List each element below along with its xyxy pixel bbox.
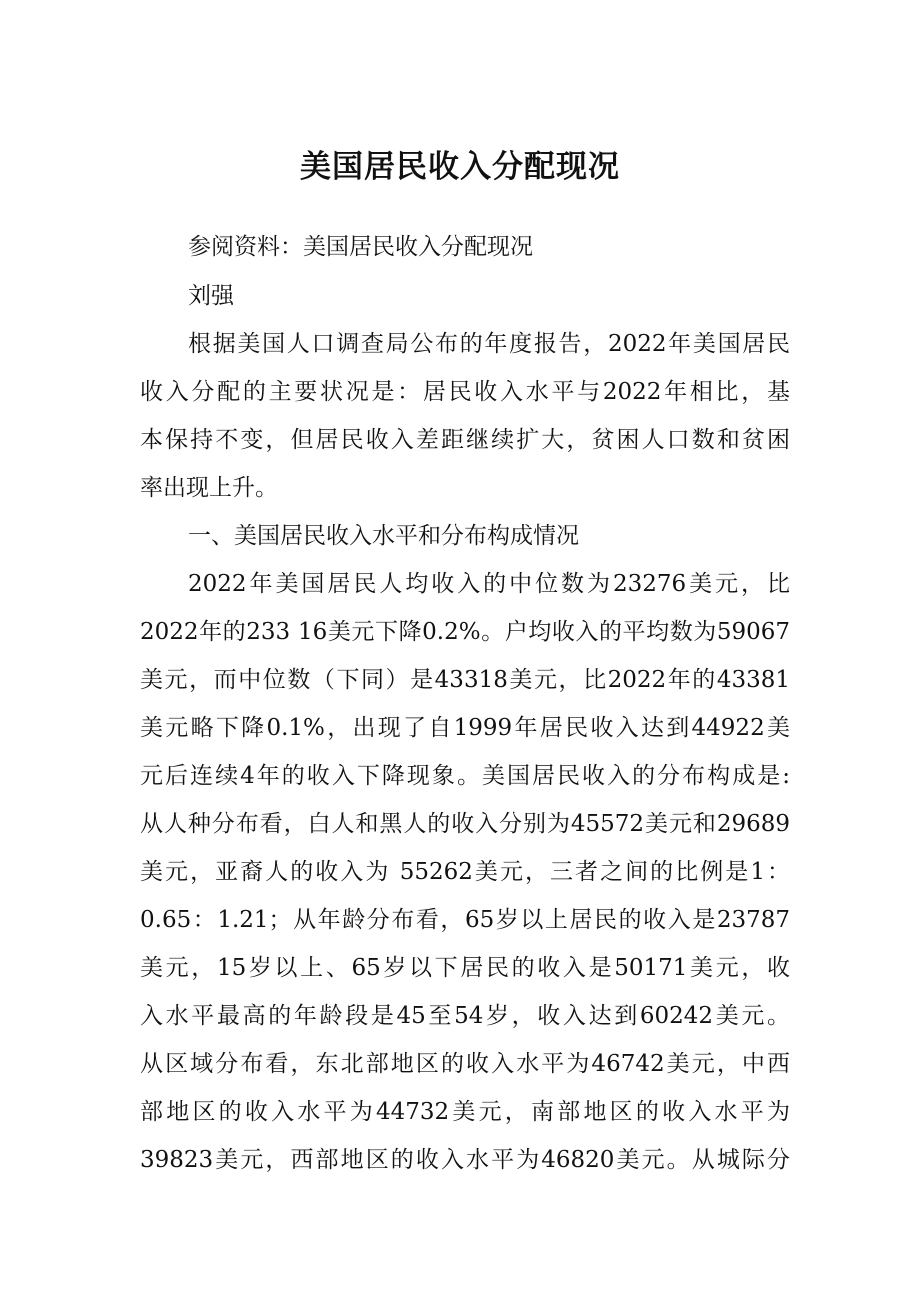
paragraph-line: 从区域分布看，东北部地区的收入水平为46742美元，中西 <box>140 1051 790 1077</box>
paragraph-line: 元后连续4年的收入下降现象。美国居民收入的分布构成是: <box>140 763 790 789</box>
paragraph-line: 本保持不变，但居民收入差距继续扩大，贫困人口数和贫困 <box>140 427 790 453</box>
paragraph-line: 2022年美国居民人均收入的中位数为23276美元，比 <box>188 571 790 597</box>
paragraph-line: 从人种分布看，白人和黑人的收入分别为45572美元和29689 <box>140 811 790 837</box>
section-heading: 一、美国居民收入水平和分布构成情况 <box>188 523 579 549</box>
paragraph-line: 美元，15岁以上、65岁以下居民的收入是50171美元，收 <box>140 955 790 981</box>
paragraph-line: 率出现上升。 <box>140 475 278 501</box>
author-line: 刘强 <box>188 283 234 309</box>
paragraph-line: 39823美元，西部地区的收入水平为46820美元。从城际分 <box>140 1147 790 1173</box>
paragraph-line: 美元略下降0.1%，出现了自1999年居民收入达到44922美 <box>140 715 790 741</box>
document-title: 美国居民收入分配现况 <box>300 149 620 185</box>
paragraph-line: 部地区的收入水平为44732美元，南部地区的收入水平为 <box>140 1099 790 1125</box>
paragraph-line: 美元，亚裔人的收入为 55262美元，三者之间的比例是1： <box>140 859 790 885</box>
reference-line: 参阅资料：美国居民收入分配现况 <box>188 234 533 260</box>
paragraph-line: 2022年的233 16美元下降0.2%。户均收入的平均数为59067 <box>140 619 790 645</box>
paragraph-line: 收入分配的主要状况是：居民收入水平与2022年相比，基 <box>140 379 790 405</box>
paragraph-line: 美元，而中位数（下同）是43318美元，比2022年的43381 <box>140 667 790 693</box>
paragraph-line: 入水平最高的年龄段是45至54岁，收入达到60242美元。 <box>140 1003 790 1029</box>
paragraph-line: 0.65：1.21；从年龄分布看，65岁以上居民的收入是23787 <box>140 907 790 933</box>
paragraph-line: 根据美国人口调查局公布的年度报告，2022年美国居民 <box>188 331 790 357</box>
